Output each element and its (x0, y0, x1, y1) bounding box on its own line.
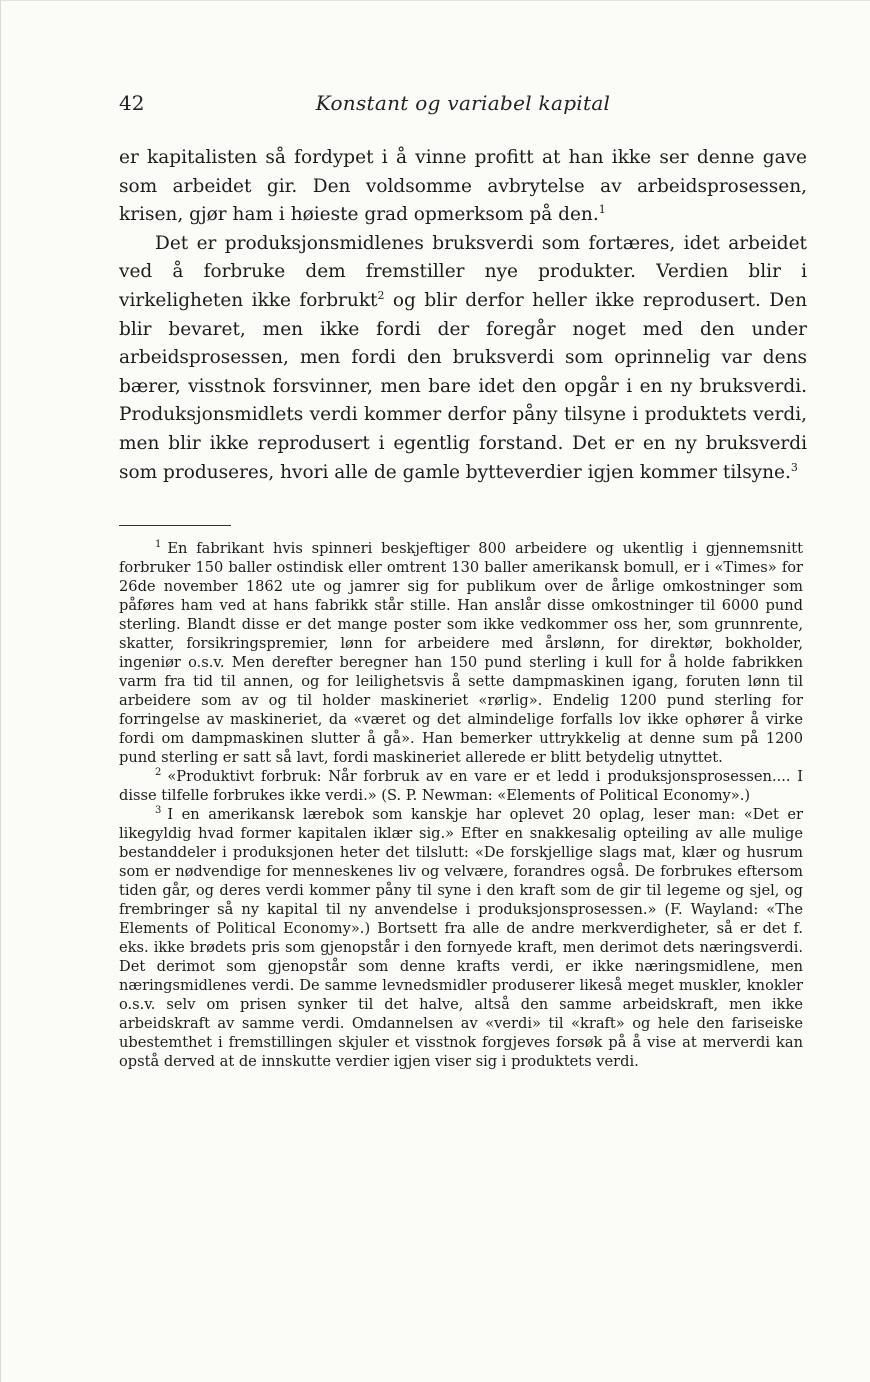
running-title: Konstant og variabel kapital (315, 91, 611, 115)
footnote-number: 3 (155, 805, 162, 817)
page-header (119, 91, 807, 117)
footnote-ref: 3 (790, 460, 798, 474)
footnote-text: En fabrikant hvis spinneri beskjeftiger 800 arbeidere og ukentlig i gjennemsnitt forbruker 150 baller ostindisk eller omtrent 130 baller amerikansk bomull, er i «Times» for 26de november 1862 ute og jamrer sig for publikum over de årlige omkostninger som påføres ham ved at hans fabrikk står stille. Han anslår disse omkostninger til 6000 pund sterling. Blandt disse er det mange poster som ikke vedkommer oss her, som grunnrente, skatter, forsikringspremier, lønn for arbeidere med årslønn, for direktør, bokholder, ingeniør o.s.v. Men derefter beregner han 150 pund sterling i kull for å holde fabrikken varm fra tid til annen, og for leilighetsvis å sette dampmaskinen igang, foruten lønn til arbeidere som av og til holder maskineriet «rørlig». Endelig 1200 pund sterling for forringelse av maskineriet, da «været og det almindelige forfalls lov ikke ophører å virke fordi om dampmaskinen slutter å gå». Han bemerker uttrykkelig at denne sum på 1200 pund sterling er satt så lavt, fordi maskineriet allerede er blitt betydelig utnyttet. (119, 540, 803, 766)
footnote-number: 2 (155, 767, 162, 779)
footnote-text: «Produktivt forbruk: Når forbruk av en vare er et ledd i produksjonsprosessen.... I disse tilfelle forbrukes ikke verdi.» (S. P. Newman: «Elements of Political Economy».) (119, 768, 803, 804)
paragraph-text: og blir derfor heller ikke reprodusert. Den blir bevaret, men ikke fordi der foregår noget med den under arbeidsprosessen, men fordi den bruksverdi som oprinnelig var dens bærer, visstnok forsvinner, men bare idet den opgår i en ny bruksverdi. Produksjonsmidlets verdi kommer derfor påny tilsyne i produktets verdi, men blir ikke reprodusert i egentlig forstand. Det er en ny bruksverdi som produseres, hvori alle de gamle bytteverdier igjen kommer tilsyne. (119, 289, 808, 483)
footnotes (119, 539, 803, 1071)
footnote (119, 767, 803, 805)
footnote-ref: 2 (377, 288, 385, 302)
main-text (119, 144, 807, 487)
page-number: 42 (119, 91, 145, 115)
paragraph (119, 230, 807, 487)
footnote-separator (119, 525, 231, 526)
footnote-number: 1 (155, 539, 162, 551)
paragraph-text: er kapitalisten så fordypet i å vinne profitt at han ikke ser denne gave som arbeidet gir. Den voldsomme avbrytelse av arbeidsprosessen, krisen, gjør ham i høieste grad opmerksom på den. (119, 147, 807, 226)
footnote-text: I en amerikansk lærebok som kanskje har oplevet 20 oplag, leser man: «Det er likegyldig hvad former kapitalen iklær sig.» Efter en snakkesalig opteiling av alle mulige bestanddeler i produksjonen heter det tilslutt: «De forskjellige slags mat, klær og husrum som er nødvendige for menneskenes liv og velvære, forandres også. De forbrukes eftersom tiden går, og deres verdi kommer påny til syne i den kraft som de gir til legeme og sjel, og frembringer så ny kapital til ny anvendelse i produksjonsprosessen.» (F. Wayland: «The Elements of Political Economy».) Bortsett fra alle de andre merkverdigheter, så er det f. eks. ikke brødets pris som gjenopstår i den fornyede kraft, men derimot dets næringsverdi. Det derimot som gjenopstår som denne krafts verdi, er ikke næringsmidlene, men næringsmidlenes verdi. De samme levnedsmidler produserer likeså meget muskler, knokler o.s.v. selv om prisen synker til det halve, altså den samme arbeidskraft, men ikke arbeidskraft av samme verdi. Omdannelsen av «verdi» til «kraft» og hele den fariseiske ubestemthet i fremstillingen skjuler et visstnok forgjeves forsøk på å vise at merverdi kan opstå derved at de innskutte verdier igjen viser sig i produktets verdi. (119, 806, 803, 1070)
footnote-ref: 1 (598, 203, 606, 217)
paragraph-text: Det er produksjonsmidlenes bruksverdi som fortæres, idet arbeidet ved å forbruke dem fremstiller nye produkter. Verdien blir i virkeligheten ikke forbrukt (119, 232, 807, 311)
footnote (119, 539, 803, 767)
paragraph (119, 144, 807, 230)
footnote (119, 805, 803, 1071)
